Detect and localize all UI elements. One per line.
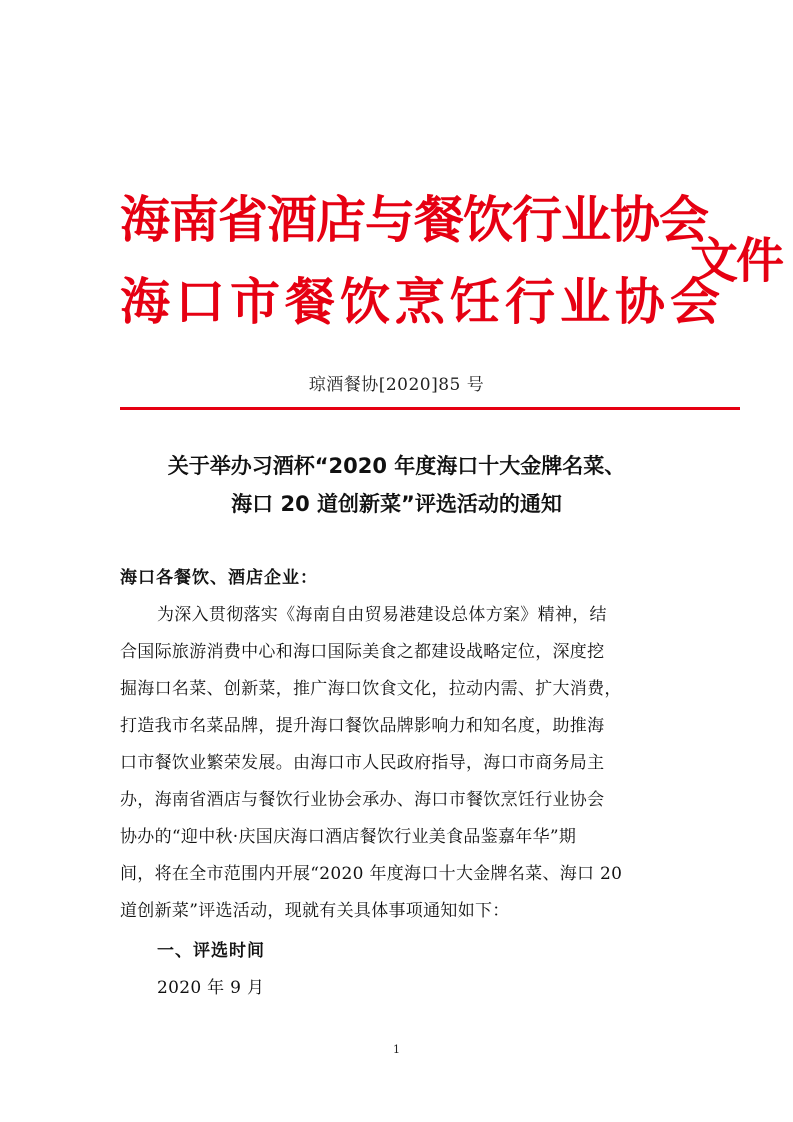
org-name-hainan-association: 海南省酒店与餐饮行业协会: [120, 190, 708, 249]
body-paragraph-line: 为深入贯彻落实《海南自由贸易港建设总体方案》精神，结: [157, 605, 607, 625]
red-divider-line: [120, 407, 740, 410]
document-number: 琼酒餐协[2020]85 号: [308, 375, 485, 395]
notice-title-line-2: 海口 20 道创新菜”评选活动的通知: [231, 492, 562, 516]
notice-title-line-1: 关于举办习酒杯“2020 年度海口十大金牌名菜、: [167, 454, 626, 478]
body-paragraph-line: 打造我市名菜品牌，提升海口餐饮品牌影响力和知名度，助推海: [120, 716, 605, 736]
body-paragraph-line: 合国际旅游消费中心和海口国际美食之都建设战略定位，深度挖: [120, 642, 605, 662]
body-paragraph-line: 掘海口名菜、创新菜，推广海口饮食文化，拉动内需、扩大消费，: [120, 679, 622, 699]
body-paragraph-line: 间，将在全市范围内开展“2020 年度海口十大金牌名菜、海口 20: [120, 864, 623, 884]
body-paragraph-line: 道创新菜”评选活动，现就有关具体事项通知如下：: [120, 901, 510, 921]
document-label: 文件: [690, 233, 783, 289]
body-paragraph-line: 办，海南省酒店与餐饮行业协会承办、海口市餐饮烹饪行业协会: [120, 790, 605, 810]
section-content-evaluation-time: 2020 年 9 月: [157, 978, 265, 998]
section-heading-evaluation-time: 一、评选时间: [157, 941, 265, 961]
body-paragraph-line: 口市餐饮业繁荣发展。由海口市人民政府指导，海口市商务局主: [120, 753, 605, 773]
salutation: 海口各餐饮、酒店企业：: [120, 568, 318, 588]
page-number: 1: [393, 1043, 400, 1056]
org-name-haikou-association: 海口市餐饮烹饪行业协会: [120, 272, 725, 331]
body-paragraph-line: 协办的“迎中秋·庆国庆海口酒店餐饮行业美食品鉴嘉年华”期: [120, 827, 577, 847]
